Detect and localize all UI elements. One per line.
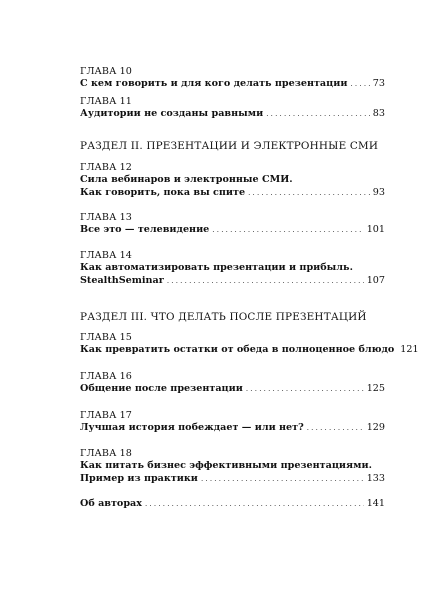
section-title: РАЗДЕЛ III. ЧТО ДЕЛАТЬ ПОСЛЕ ПРЕЗЕНТАЦИЙ (80, 311, 367, 323)
chapter-label: ГЛАВА 18 (80, 448, 132, 459)
chapter-label: ГЛАВА 10 (80, 66, 132, 77)
chapter-label: ГЛАВА 11 (80, 96, 132, 107)
page-number: 73 (372, 78, 385, 89)
toc-entry-chapter-14[interactable] (80, 250, 385, 287)
page-number: 101 (366, 224, 385, 235)
toc-line (80, 108, 385, 121)
authors-title: Об авторах (80, 498, 142, 509)
toc-line (80, 275, 385, 288)
chapter-label: ГЛАВА 15 (80, 332, 132, 343)
toc-entry-chapter-17[interactable] (80, 410, 385, 435)
dot-leader (167, 275, 364, 288)
dot-leader (266, 108, 370, 121)
page-number: 133 (366, 472, 385, 484)
dot-leader (248, 187, 370, 200)
chapter-title: Лучшая история побеждает — или нет? (80, 422, 304, 433)
page-number: 107 (366, 274, 385, 286)
dot-leader (201, 473, 364, 486)
chapter-title-line-2: Пример из практики (80, 472, 198, 484)
toc-entry-chapter-15[interactable] (80, 332, 419, 357)
section-heading-2 (80, 139, 385, 153)
toc-line (80, 344, 419, 357)
page-number: 141 (366, 498, 385, 509)
toc-line (80, 473, 385, 486)
chapter-title-line-1: Как питать бизнес эффективными презентациями. (80, 460, 372, 471)
chapter-label: ГЛАВА 13 (80, 212, 132, 223)
chapter-title-line-1: Сила вебинаров и электронные СМИ. (80, 174, 293, 185)
chapter-title-line-1: Как автоматизировать презентации и прибыль. (80, 262, 353, 273)
toc-entry-chapter-13[interactable] (80, 212, 385, 237)
page-number: 83 (372, 108, 385, 119)
chapter-title: Как превратить остатки от обеда в полноценное блюдо (80, 344, 395, 355)
chapter-title: Все это — телевидение (80, 224, 210, 235)
toc-entry-chapter-18[interactable] (80, 448, 385, 485)
dot-leader (212, 224, 363, 237)
chapter-title-line-2: Как говорить, пока вы спите (80, 186, 246, 198)
section-heading-3 (80, 310, 385, 324)
toc-entry-chapter-11[interactable] (80, 96, 385, 121)
toc-line (80, 498, 385, 511)
toc-line (80, 187, 385, 200)
dot-leader (246, 383, 364, 396)
page-number: 129 (366, 422, 385, 433)
toc-entry-chapter-10[interactable] (80, 66, 385, 91)
toc-entry-chapter-16[interactable] (80, 371, 385, 396)
toc-line (80, 422, 385, 435)
toc-entry-chapter-12[interactable] (80, 162, 385, 199)
chapter-title: Аудитории не созданы равными (80, 108, 264, 119)
chapter-title-line-2: StealthSeminar (80, 274, 164, 286)
chapter-label: ГЛАВА 14 (80, 250, 132, 261)
toc-line (80, 224, 385, 237)
dot-leader (350, 78, 369, 91)
dot-leader (307, 422, 364, 435)
toc-line (80, 383, 385, 396)
toc-entry-about-authors[interactable] (80, 498, 385, 511)
chapter-label: ГЛАВА 17 (80, 410, 132, 421)
chapter-title: Общение после презентации (80, 383, 243, 394)
chapter-title: С кем говорить и для кого делать презентации (80, 78, 348, 89)
toc-line (80, 78, 385, 91)
section-title: РАЗДЕЛ II. ПРЕЗЕНТАЦИИ И ЭЛЕКТРОННЫЕ СМИ (80, 140, 379, 152)
chapter-label: ГЛАВА 12 (80, 162, 132, 173)
page-number: 125 (366, 383, 385, 394)
dot-leader (145, 498, 364, 511)
page-number: 121 (400, 344, 419, 355)
chapter-label: ГЛАВА 16 (80, 371, 132, 382)
page-number: 93 (372, 186, 385, 198)
